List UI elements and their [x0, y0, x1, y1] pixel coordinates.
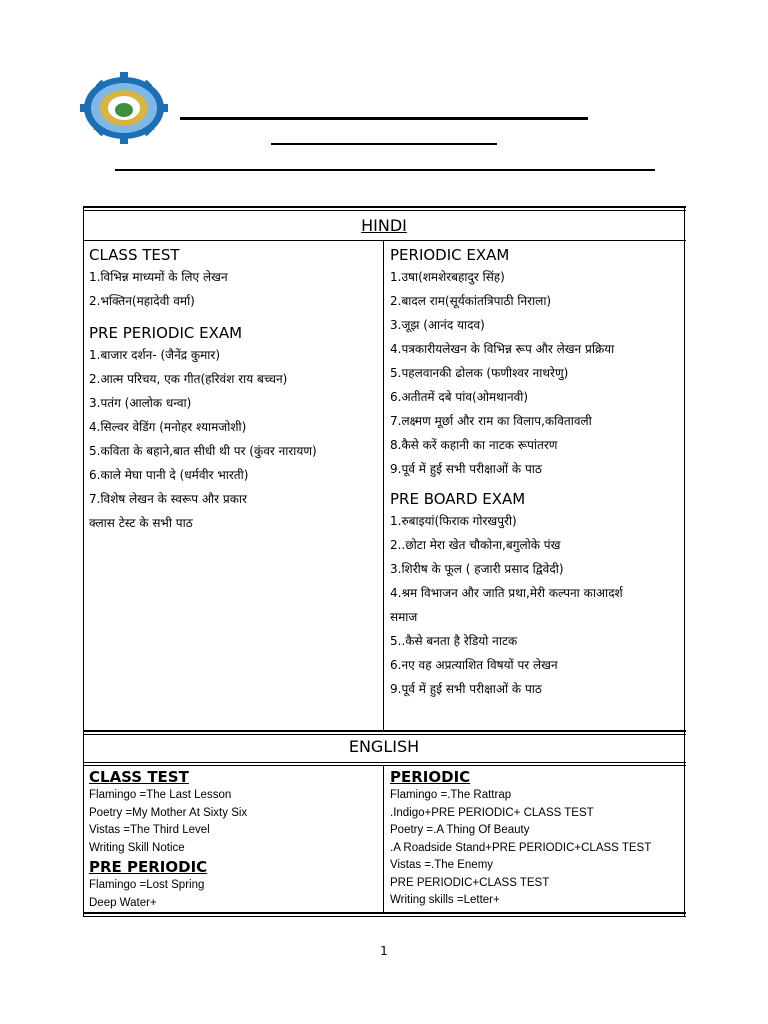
school-logo-icon	[74, 72, 178, 144]
page-number: 1	[380, 944, 388, 958]
list-item: Poetry =.A Thing Of Beauty	[390, 824, 530, 836]
hindi-periodic-heading: PERIODIC EXAM	[390, 246, 510, 264]
list-item: 2.बादल राम(सूर्यकांतत्रिपाठी निराला)	[390, 294, 552, 308]
list-item: 1.विभिन्न माध्यमों के लिए लेखन	[89, 270, 228, 284]
header-line-1	[180, 117, 588, 120]
english-pre-periodic-heading: PRE PERIODIC	[89, 858, 208, 876]
hindi-column-divider	[383, 241, 384, 730]
list-item: 6.नए वह अप्रत्याशित विषयों पर लेखन	[390, 658, 558, 672]
list-item: 4.श्रम विभाजन और जाति प्रथा,मेरी कल्पना काआदर्श	[390, 586, 623, 600]
list-item: Flamingo =Lost Spring	[89, 879, 205, 891]
list-item: 1.बाजार दर्शन- (जैनेंद्र कुमार)	[89, 348, 221, 362]
list-item: 5.कविता के बहाने,बात सीधी थी पर (कुंवर नारायण)	[89, 444, 317, 458]
list-item: Vistas =The Third Level	[89, 824, 210, 836]
list-item: 4.पत्रकारीयलेखन के विभिन्न रूप और लेखन प्रक्रिया	[390, 342, 615, 356]
list-item: 5.पहलवानकी ढोलक (फणीश्वर नाथरेणु)	[390, 366, 569, 380]
list-item: 7.लक्ष्मण मूर्छा और राम का विलाप,कवितावली	[390, 414, 592, 428]
table-bottom-border	[83, 912, 686, 917]
list-item: Writing Skill Notice	[89, 841, 185, 854]
english-title-divider	[83, 762, 686, 763]
hindi-title: HINDI	[361, 216, 407, 235]
list-item: Writing skills =Letter+	[390, 894, 500, 906]
list-item: 2.आत्म परिचय, एक गीत(हरिवंश राय बच्चन)	[89, 372, 288, 386]
list-item: PRE PERIODIC+CLASS TEST	[390, 876, 550, 889]
header-line-2	[271, 143, 497, 145]
list-item: 9.पूर्व में हुई सभी परीक्षाओं के पाठ	[390, 462, 542, 476]
list-item: 7.विशेष लेखन के स्वरूप और प्रकार	[89, 492, 247, 506]
list-item: 2.भक्तिन(महादेवी वर्मा)	[89, 294, 195, 308]
list-item: Flamingo =The Last Lesson	[89, 789, 232, 801]
list-item: क्लास टेस्ट के सभी पाठ	[89, 516, 193, 530]
hindi-class-test-heading: CLASS TEST	[89, 246, 180, 264]
hindi-pre-board-heading: PRE BOARD EXAM	[390, 490, 526, 508]
list-item: 3.शिरीष के फूल ( हजारी प्रसाद द्विवेदी)	[390, 562, 564, 576]
english-periodic-heading: PERIODIC	[390, 768, 471, 786]
list-item: 6.काले मेघा पानी दे (धर्मवीर भारती)	[89, 468, 249, 482]
hindi-title-divider	[83, 240, 686, 241]
hindi-left-column	[89, 245, 379, 535]
list-item: 9.पूर्व में हुई सभी परीक्षाओं के पाठ	[390, 682, 542, 696]
list-item: 8.कैसे करें कहानी का नाटक रूपांतरण	[390, 438, 558, 452]
english-class-test-heading: CLASS TEST	[89, 768, 189, 786]
list-item: 3.पतंग (आलोक धन्वा)	[89, 396, 192, 410]
list-item: 6.अतीतमें दबे पांव(ओमथानवी)	[390, 390, 529, 404]
list-item: Flamingo =.The Rattrap	[390, 789, 512, 801]
list-item: समाज	[390, 610, 418, 624]
english-column-divider	[383, 765, 384, 912]
hindi-pre-periodic-heading: PRE PERIODIC EXAM	[89, 324, 243, 342]
english-title-divider-2	[83, 765, 686, 766]
list-item: 1.रुबाइयां(फिराक गोरखपुरी)	[390, 514, 517, 528]
english-title: ENGLISH	[348, 737, 420, 756]
header-line-3	[115, 169, 655, 171]
english-top-border	[83, 730, 686, 735]
hindi-right-column	[390, 245, 682, 701]
list-item: Vistas =.The Enemy	[390, 859, 494, 871]
list-item: 1.उषा(शमशेरबहादुर सिंह)	[390, 270, 505, 284]
list-item: Poetry =My Mother At Sixty Six	[89, 806, 248, 819]
list-item: .Indigo+PRE PERIODIC+ CLASS TEST	[390, 806, 594, 819]
list-item: Deep Water+	[89, 896, 157, 909]
table-top-border	[83, 206, 686, 211]
list-item: 5..कैसे बनता है रेडियो नाटक	[390, 634, 518, 648]
english-right-column	[390, 767, 682, 910]
list-item: 2..छोटा मेरा खेत चौकोना,बगुलोके पंख	[390, 538, 561, 552]
english-left-column	[89, 767, 379, 912]
list-item: 3.जूझ (आनंद यादव)	[390, 318, 485, 332]
list-item: 4.सिल्वर वेडिंग (मनोहर श्यामजोशी)	[89, 420, 247, 434]
list-item: .A Roadside Stand+PRE PERIODIC+CLASS TEST	[390, 841, 652, 854]
